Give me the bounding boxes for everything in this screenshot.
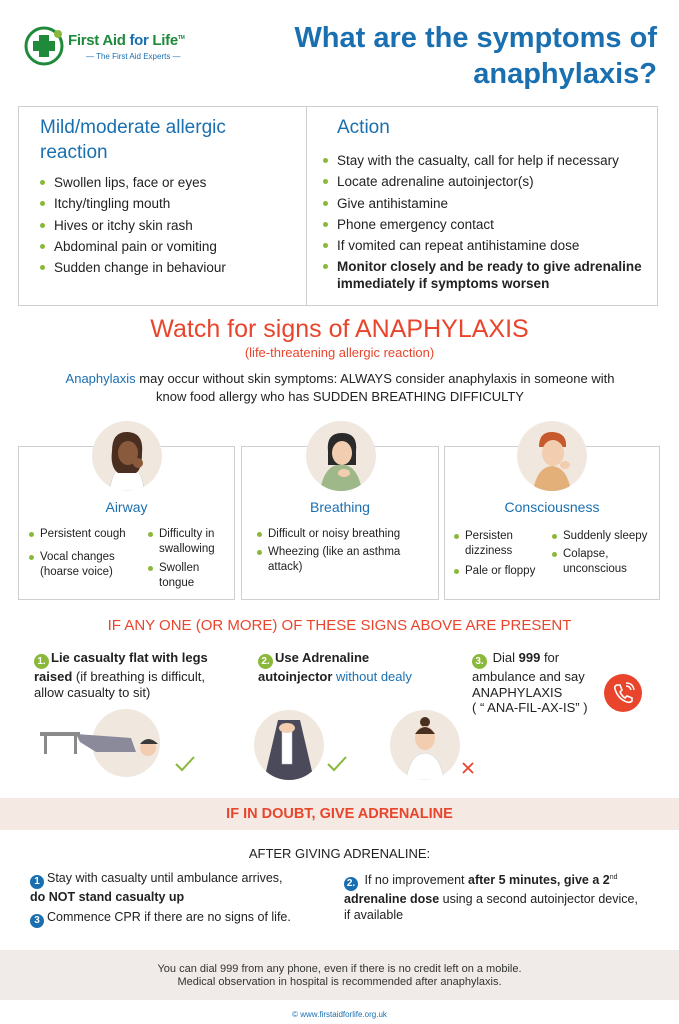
doubt-band (0, 798, 679, 830)
consciousness-list-left (454, 529, 544, 582)
breathing-box (241, 446, 439, 600)
list-item: Sudden change in behaviour (40, 257, 300, 278)
watch-subtitle: (life-threatening allergic reaction) (244, 345, 435, 360)
airway-list-left (29, 527, 139, 583)
check-icon (326, 754, 348, 774)
airway-list-right (148, 527, 230, 594)
signs-present-heading: IF ANY ONE (OR MORE) OF THESE SIGNS ABOVE ARE PRESENT (107, 617, 572, 634)
step-3: 3. Dial 999 for ambulance and say ANAPHYLAXIS ( “ ANA-FIL-AX-IS” ) (472, 650, 588, 715)
consciousness-list-right (552, 529, 658, 580)
watch-title: Watch for signs of ANAPHYLAXIS (150, 315, 529, 343)
breathless-woman-illustration (306, 421, 376, 491)
website-link[interactable]: © www.firstaidforlife.org.uk (292, 1010, 387, 1019)
footer-text: You can dial 999 from any phone, even if there is no credit left on a mobile. Medical observation in hospital is recommended after anaphylaxis. (157, 963, 522, 988)
mild-reaction-box (18, 106, 658, 306)
list-item: Difficulty in swallowing (148, 527, 230, 557)
list-item: Locate adrenaline autoinjector(s) (323, 171, 653, 192)
page-title: What are the symptoms of anaphylaxis? (294, 22, 657, 90)
consciousness-box (444, 446, 660, 600)
mild-reaction-title: Mild/moderate allergic reaction (40, 117, 226, 163)
after-item-3: 3 Commence CPR if there are no signs of life. (30, 909, 330, 928)
after-adrenaline-title: AFTER GIVING ADRENALINE: (248, 846, 431, 861)
list-item: Itchy/tingling mouth (40, 193, 300, 214)
list-item: Vocal changes (hoarse voice) (29, 550, 139, 580)
doubt-text: IF IN DOUBT, GIVE ADRENALINE (226, 806, 453, 822)
list-item: Persisten dizziness (454, 529, 544, 559)
check-icon (174, 754, 196, 774)
phone-icon (604, 674, 642, 712)
airway-box (18, 446, 235, 600)
list-item: Phone emergency contact (323, 214, 653, 235)
list-item: Swollen tongue (148, 561, 230, 591)
list-item: Wheezing (like an asthma attack) (257, 545, 435, 575)
logo (24, 22, 224, 72)
footer-band (0, 950, 679, 1000)
cross-mark-icon (460, 760, 476, 776)
list-item: Persistent cough (29, 527, 139, 542)
autoinjector-illustration (254, 710, 324, 780)
anaphylaxis-intro: Anaphylaxis may occur without skin symptoms: ALWAYS consider anaphylaxis in someone with know food allergy who has SUDDEN BREATHING DIFFICULTY (65, 371, 615, 404)
legs-raised-illustration (36, 708, 186, 778)
list-item: Swollen lips, face or eyes (40, 172, 300, 193)
list-item: Monitor closely and be ready to give adrenaline immediately if symptoms worsen (323, 258, 653, 292)
column-divider (306, 107, 307, 305)
list-item: Give antihistamine (323, 193, 653, 214)
breathing-list (257, 527, 435, 578)
list-item: Difficult or noisy breathing (257, 527, 435, 542)
breathing-title: Breathing (310, 499, 370, 515)
list-item: Pale or floppy (454, 564, 544, 579)
dizzy-man-illustration (517, 421, 587, 491)
list-item: Abdominal pain or vomiting (40, 236, 300, 257)
consciousness-title: Consciousness (504, 499, 600, 515)
list-item: Stay with the casualty, call for help if necessary (323, 150, 653, 171)
after-item-2: 2. If no improvement after 5 minutes, give a 2nd adrenaline dose using a second autoinjector device, if available (344, 873, 638, 923)
action-list (323, 150, 653, 292)
list-item: Hives or itchy skin rash (40, 215, 300, 236)
step-2: 2. Use Adrenaline autoinjector without dealy (258, 650, 412, 684)
list-item: If vomited can repeat antihistamine dose (323, 235, 653, 256)
airway-title: Airway (105, 499, 148, 515)
after-item-1: 1 Stay with casualty until ambulance arrives, do NOT stand casualty up (30, 871, 283, 904)
logo-tagline: — The First Aid Experts — (86, 52, 181, 61)
action-title: Action (337, 117, 390, 138)
standing-woman-illustration (390, 710, 460, 780)
step-1: 1. Lie casualty flat with legs raised (if breathing is difficult, allow casualty to sit) (34, 650, 208, 700)
list-item: Colapse, unconscious (552, 547, 658, 577)
coughing-woman-illustration (92, 421, 162, 491)
logo-name: First Aid for Life™ (68, 32, 185, 49)
mild-symptom-list (40, 172, 300, 278)
list-item: Suddenly sleepy (552, 529, 658, 544)
first-aid-cross-icon (24, 26, 64, 66)
